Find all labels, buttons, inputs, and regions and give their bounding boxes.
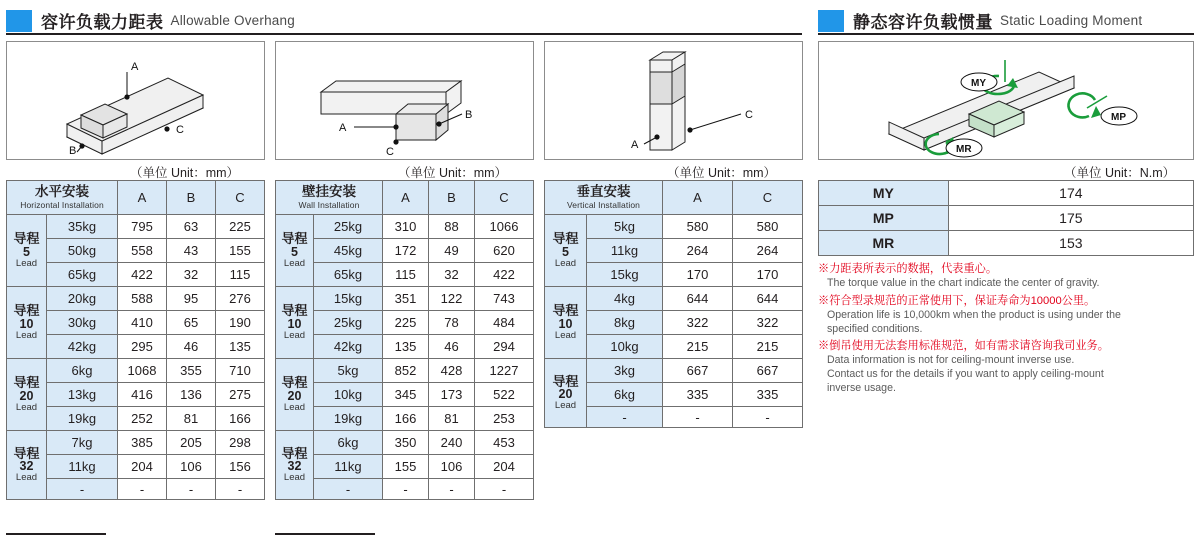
value-cell-a: 667 xyxy=(663,359,733,383)
value-cell-a: 852 xyxy=(383,359,429,383)
value-cell-b: 63 xyxy=(167,215,216,239)
lead-group-cell xyxy=(7,215,47,287)
load-cell: 8kg xyxy=(587,311,663,335)
value-cell-c: 667 xyxy=(733,359,803,383)
load-cell: 4kg xyxy=(587,287,663,311)
note-line: Data information is not for ceiling-mount inverse use. xyxy=(827,354,1075,367)
value-cell-b: 88 xyxy=(429,215,475,239)
footer-rule-left xyxy=(6,533,106,535)
svg-text:A: A xyxy=(131,61,139,73)
lead-label-no: 5 xyxy=(291,244,298,259)
table-row xyxy=(276,335,534,359)
load-cell: 6kg xyxy=(47,359,118,383)
table-header-title-cn: 壁挂安装 xyxy=(302,184,356,200)
lead-label-no: 10 xyxy=(558,316,573,331)
load-cell: 42kg xyxy=(47,335,118,359)
table-row-header xyxy=(7,181,265,215)
load-cell: 35kg xyxy=(47,215,118,239)
value-cell-a: 335 xyxy=(663,383,733,407)
table-moment xyxy=(818,180,1194,256)
table-row xyxy=(7,287,265,311)
lead-label-en: Lead xyxy=(15,257,38,269)
load-cell: 10kg xyxy=(587,335,663,359)
figure-vertical-drawing xyxy=(545,42,802,159)
value-cell-a: 264 xyxy=(663,239,733,263)
value-cell-c: - xyxy=(733,407,803,428)
moment-label: MY xyxy=(819,181,949,206)
lead-label-en: Lead xyxy=(554,329,577,341)
load-cell: 25kg xyxy=(314,311,383,335)
lead-group-cell xyxy=(276,431,314,500)
value-cell-c: 264 xyxy=(733,239,803,263)
value-cell-c: 580 xyxy=(733,215,803,239)
section-header-overhang xyxy=(6,8,295,33)
table-row xyxy=(276,263,534,287)
lead-label-no: 10 xyxy=(19,316,34,331)
col-header-c: C xyxy=(475,181,534,215)
value-cell-a: 310 xyxy=(383,215,429,239)
value-cell-b: 49 xyxy=(429,239,475,263)
lead-label-en: Lead xyxy=(554,400,577,412)
svg-text:C: C xyxy=(176,124,184,136)
load-cell: 25kg xyxy=(314,215,383,239)
load-cell: 15kg xyxy=(314,287,383,311)
figure-moment-drawing xyxy=(819,42,1193,159)
value-cell-b: - xyxy=(429,479,475,500)
moment-value: 153 xyxy=(948,231,1193,256)
value-cell-b: 81 xyxy=(429,407,475,431)
figure-horizontal xyxy=(6,41,265,160)
section-accent-bar-2 xyxy=(818,10,844,32)
col-header-c: C xyxy=(216,181,265,215)
header-rule-left xyxy=(6,33,802,35)
note-line: The torque value in the chart indicate the center of gravity. xyxy=(827,276,1100,289)
lead-group-cell xyxy=(545,359,587,428)
table-row xyxy=(276,359,534,383)
table-row xyxy=(819,231,1194,256)
load-cell: 5kg xyxy=(314,359,383,383)
lead-group-cell xyxy=(276,359,314,431)
col-header-b: B xyxy=(429,181,475,215)
svg-text:MR: MR xyxy=(956,144,972,155)
value-cell-c: 453 xyxy=(475,431,534,455)
lead-label-cn: 导程 xyxy=(281,303,308,319)
lead-group-cell xyxy=(545,215,587,287)
value-cell-a: 252 xyxy=(118,407,167,431)
table-header-title xyxy=(276,181,383,215)
value-cell-b: 205 xyxy=(167,431,216,455)
value-cell-c: - xyxy=(216,479,265,500)
col-header-c: C xyxy=(733,181,803,215)
value-cell-c: 322 xyxy=(733,311,803,335)
table-wall xyxy=(275,180,534,500)
svg-text:MY: MY xyxy=(971,78,986,89)
unit-label-mm-3: （单位 Unit：mm） xyxy=(667,166,777,180)
table-row xyxy=(819,206,1194,231)
table-horizontal xyxy=(6,180,265,500)
unit-label-mm-1: （单位 Unit：mm） xyxy=(130,166,240,180)
lead-label-cn: 导程 xyxy=(552,231,579,247)
value-cell-c: 190 xyxy=(216,311,265,335)
figure-wall xyxy=(275,41,534,160)
lead-group-cell xyxy=(276,215,314,287)
table-header-title-en: Vertical Installation xyxy=(567,199,640,210)
lead-label-en: Lead xyxy=(15,329,38,341)
value-cell-c: 135 xyxy=(216,335,265,359)
table-row xyxy=(276,479,534,500)
value-cell-c: 522 xyxy=(475,383,534,407)
lead-label-no: 5 xyxy=(23,244,30,259)
moment-value: 174 xyxy=(948,181,1193,206)
figure-vertical xyxy=(544,41,803,160)
lead-label-no: 32 xyxy=(19,459,34,474)
col-header-b: B xyxy=(167,181,216,215)
lead-label-en: Lead xyxy=(283,329,306,341)
table-row xyxy=(276,311,534,335)
load-cell: - xyxy=(587,407,663,428)
svg-text:MP: MP xyxy=(1111,112,1126,123)
section-title-en-2: Static Loading Moment xyxy=(1000,13,1143,28)
table-row xyxy=(545,359,803,383)
value-cell-b: 78 xyxy=(429,311,475,335)
lead-group-cell xyxy=(276,287,314,359)
lead-group-cell xyxy=(7,287,47,359)
load-cell: 11kg xyxy=(47,455,118,479)
value-cell-c: 166 xyxy=(216,407,265,431)
table-header-title-cn: 垂直安装 xyxy=(576,184,631,200)
lead-label-en: Lead xyxy=(283,401,306,413)
value-cell-c: 644 xyxy=(733,287,803,311)
value-cell-b: 173 xyxy=(429,383,475,407)
value-cell-c: 215 xyxy=(733,335,803,359)
value-cell-b: 428 xyxy=(429,359,475,383)
col-header-a: A xyxy=(118,181,167,215)
lead-label-no: 10 xyxy=(287,316,302,331)
value-cell-c: 620 xyxy=(475,239,534,263)
load-cell: 13kg xyxy=(47,383,118,407)
moment-label: MR xyxy=(819,231,949,256)
col-header-a: A xyxy=(383,181,429,215)
value-cell-c: 1227 xyxy=(475,359,534,383)
load-cell: 15kg xyxy=(587,263,663,287)
section-title-cn-2: 静态容许负载惯量 xyxy=(853,13,993,32)
load-cell: 65kg xyxy=(47,263,118,287)
lead-label-en: Lead xyxy=(283,472,306,484)
value-cell-c: 204 xyxy=(475,455,534,479)
table-header-title xyxy=(545,181,663,215)
value-cell-a: 351 xyxy=(383,287,429,311)
svg-text:B: B xyxy=(69,145,77,157)
value-cell-c: 156 xyxy=(216,455,265,479)
note-line: ※力距表所表示的数据，代表重心。 xyxy=(818,263,998,275)
table-header-title-en: Wall Installation xyxy=(298,199,360,210)
table-row xyxy=(276,407,534,431)
table-row xyxy=(7,359,265,383)
value-cell-b: 95 xyxy=(167,287,216,311)
lead-group-cell xyxy=(545,287,587,359)
unit-label-mm-2: （单位 Unit：mm） xyxy=(398,166,508,180)
value-cell-c: 253 xyxy=(475,407,534,431)
value-cell-c: 155 xyxy=(216,239,265,263)
note-line: specified conditions. xyxy=(827,322,923,335)
figure-horizontal-drawing xyxy=(7,42,264,159)
table-header-title xyxy=(7,181,118,215)
table-row xyxy=(819,181,1194,206)
value-cell-b: 355 xyxy=(167,359,216,383)
value-cell-a: 350 xyxy=(383,431,429,455)
table-row xyxy=(545,287,803,311)
moment-value: 175 xyxy=(948,206,1193,231)
figure-moment xyxy=(818,41,1194,160)
table-header-title-cn: 水平安装 xyxy=(35,184,89,200)
lead-label-en: Lead xyxy=(554,257,577,269)
col-header-a: A xyxy=(663,181,733,215)
table-row-header xyxy=(276,181,534,215)
value-cell-b: 32 xyxy=(429,263,475,287)
value-cell-a: 644 xyxy=(663,287,733,311)
value-cell-a: 795 xyxy=(118,215,167,239)
load-cell: 45kg xyxy=(314,239,383,263)
load-cell: 42kg xyxy=(314,335,383,359)
value-cell-c: 115 xyxy=(216,263,265,287)
lead-group-cell xyxy=(7,431,47,500)
value-cell-b: 43 xyxy=(167,239,216,263)
value-cell-c: 170 xyxy=(733,263,803,287)
value-cell-b: 46 xyxy=(167,335,216,359)
lead-label-cn: 导程 xyxy=(552,373,579,389)
lead-label-en: Lead xyxy=(15,472,38,484)
value-cell-c: 276 xyxy=(216,287,265,311)
note-line: ※倒吊使用无法套用标准规范，如有需求请咨询我司业务。 xyxy=(818,340,1109,353)
header-rule-right xyxy=(818,33,1194,35)
lead-label-no: 20 xyxy=(287,388,302,403)
unit-label-nm: （单位 Unit：N.m） xyxy=(1064,166,1176,180)
lead-label-no: 5 xyxy=(562,244,569,259)
load-cell: 20kg xyxy=(47,287,118,311)
value-cell-c: 275 xyxy=(216,383,265,407)
table-row xyxy=(7,215,265,239)
load-cell: - xyxy=(47,479,118,500)
value-cell-c: 1066 xyxy=(475,215,534,239)
lead-label-cn: 导程 xyxy=(13,445,40,461)
value-cell-b: 122 xyxy=(429,287,475,311)
value-cell-a: 588 xyxy=(118,287,167,311)
lead-label-cn: 导程 xyxy=(552,303,579,319)
note-line: Contact us for the details if you want to apply ceiling-mount xyxy=(827,368,1104,381)
load-cell: 10kg xyxy=(314,383,383,407)
value-cell-a: - xyxy=(118,479,167,500)
value-cell-a: 204 xyxy=(118,455,167,479)
value-cell-a: 345 xyxy=(383,383,429,407)
value-cell-a: 170 xyxy=(663,263,733,287)
value-cell-c: 422 xyxy=(475,263,534,287)
load-cell: 65kg xyxy=(314,263,383,287)
section-title-en: Allowable Overhang xyxy=(170,13,295,28)
svg-text:B: B xyxy=(465,109,473,121)
lead-label-cn: 导程 xyxy=(13,231,40,247)
lead-label-cn: 导程 xyxy=(13,303,40,319)
value-cell-b: 65 xyxy=(167,311,216,335)
load-cell: 50kg xyxy=(47,239,118,263)
lead-group-cell xyxy=(7,359,47,431)
table-row xyxy=(276,383,534,407)
svg-text:C: C xyxy=(745,109,753,121)
load-cell: 11kg xyxy=(587,239,663,263)
value-cell-a: 215 xyxy=(663,335,733,359)
note-line: Operation life is 10,000km when the product is using under the xyxy=(827,308,1121,321)
svg-text:A: A xyxy=(339,122,347,134)
note-line: inverse usage. xyxy=(827,382,896,395)
table-row xyxy=(545,215,803,239)
lead-label-cn: 导程 xyxy=(281,375,308,391)
value-cell-c: 484 xyxy=(475,311,534,335)
lead-label-cn: 导程 xyxy=(281,445,308,461)
value-cell-a: 155 xyxy=(383,455,429,479)
table-row xyxy=(276,455,534,479)
table-row-header xyxy=(545,181,803,215)
value-cell-a: 295 xyxy=(118,335,167,359)
value-cell-c: 335 xyxy=(733,383,803,407)
value-cell-a: 580 xyxy=(663,215,733,239)
figure-wall-drawing xyxy=(276,42,533,159)
section-header-moment xyxy=(818,8,1142,33)
load-cell: 3kg xyxy=(587,359,663,383)
load-cell: 6kg xyxy=(587,383,663,407)
value-cell-a: 115 xyxy=(383,263,429,287)
load-cell: 6kg xyxy=(314,431,383,455)
table-vertical xyxy=(544,180,803,428)
value-cell-a: 166 xyxy=(383,407,429,431)
svg-text:A: A xyxy=(631,139,639,151)
lead-label-no: 20 xyxy=(19,388,34,403)
value-cell-b: 32 xyxy=(167,263,216,287)
value-cell-c: 298 xyxy=(216,431,265,455)
value-cell-a: 410 xyxy=(118,311,167,335)
value-cell-a: 416 xyxy=(118,383,167,407)
value-cell-b: 46 xyxy=(429,335,475,359)
lead-label-en: Lead xyxy=(283,257,306,269)
table-row xyxy=(276,215,534,239)
table-row xyxy=(276,239,534,263)
value-cell-c: - xyxy=(475,479,534,500)
lead-label-en: Lead xyxy=(15,401,38,413)
value-cell-a: - xyxy=(383,479,429,500)
value-cell-c: 710 xyxy=(216,359,265,383)
lead-label-cn: 导程 xyxy=(13,375,40,391)
load-cell: 19kg xyxy=(314,407,383,431)
load-cell: 11kg xyxy=(314,455,383,479)
value-cell-a: 558 xyxy=(118,239,167,263)
notes-block xyxy=(818,262,1194,396)
lead-label-no: 20 xyxy=(558,387,573,402)
load-cell: 5kg xyxy=(587,215,663,239)
lead-label-cn: 导程 xyxy=(281,231,308,247)
note-line: ※符合型录规范的正常使用下，保证寿命为10000公里。 xyxy=(818,294,1096,307)
value-cell-b: 106 xyxy=(167,455,216,479)
table-row xyxy=(276,431,534,455)
moment-label: MP xyxy=(819,206,949,231)
value-cell-a: 225 xyxy=(383,311,429,335)
load-cell: 30kg xyxy=(47,311,118,335)
value-cell-a: 1068 xyxy=(118,359,167,383)
value-cell-a: 422 xyxy=(118,263,167,287)
value-cell-a: 322 xyxy=(663,311,733,335)
value-cell-c: 743 xyxy=(475,287,534,311)
value-cell-a: - xyxy=(663,407,733,428)
load-cell: 19kg xyxy=(47,407,118,431)
load-cell: 7kg xyxy=(47,431,118,455)
footer-rule-right xyxy=(275,533,375,535)
svg-text:C: C xyxy=(386,146,394,158)
value-cell-a: 135 xyxy=(383,335,429,359)
section-accent-bar xyxy=(6,10,32,32)
value-cell-b: 81 xyxy=(167,407,216,431)
table-header-title-en: Horizontal Installation xyxy=(20,199,104,210)
table-row xyxy=(7,431,265,455)
value-cell-b: 106 xyxy=(429,455,475,479)
value-cell-b: - xyxy=(167,479,216,500)
value-cell-b: 136 xyxy=(167,383,216,407)
value-cell-b: 240 xyxy=(429,431,475,455)
lead-label-no: 32 xyxy=(287,459,302,474)
value-cell-a: 172 xyxy=(383,239,429,263)
load-cell: - xyxy=(314,479,383,500)
value-cell-a: 385 xyxy=(118,431,167,455)
value-cell-c: 294 xyxy=(475,335,534,359)
section-title-cn: 容许负载力距表 xyxy=(41,13,164,32)
table-row xyxy=(276,287,534,311)
value-cell-c: 225 xyxy=(216,215,265,239)
